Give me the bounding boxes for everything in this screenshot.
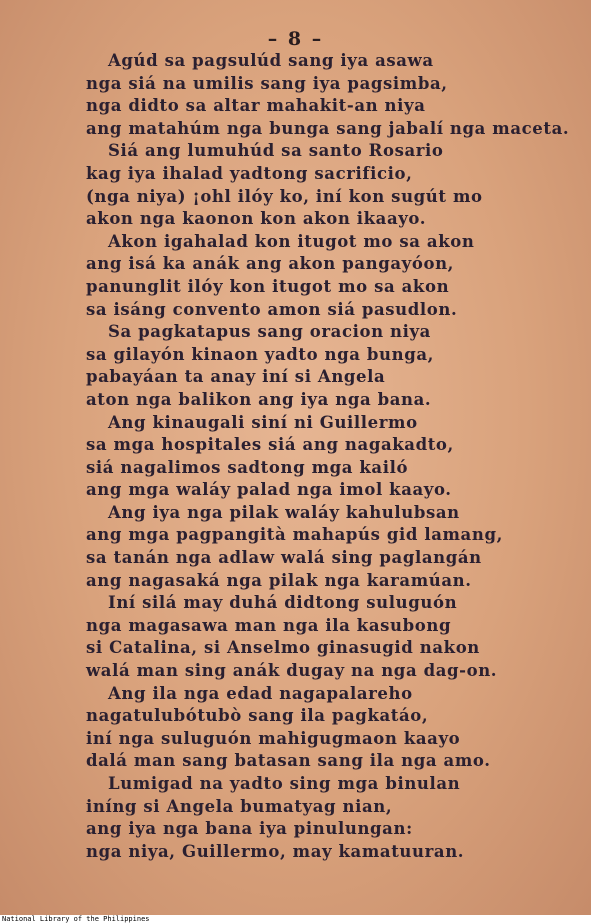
text-line: Siá ang lumuhúd sa santo Rosario — [108, 141, 444, 161]
text-line: iní nga suluguón mahigugmaon kaayo — [86, 728, 461, 748]
poem-text — [86, 50, 570, 863]
text-line: Iní silá may duhá didtong suluguón — [108, 593, 458, 613]
text-line: panunglit ilóy kon itugot mo sa akon — [86, 276, 450, 296]
text-line: Ang iya nga pilak waláy kahulubsan — [108, 502, 460, 522]
text-line: aton nga balikon ang iya nga bana. — [86, 389, 432, 409]
text-line: ang nagasaká nga pilak nga karamúan. — [86, 570, 472, 590]
text-line: akon nga kaonon kon akon ikaayo. — [86, 209, 427, 229]
text-line: siá nagalimos sadtong mga kailó — [86, 457, 409, 477]
text-line: sa mga hospitales siá ang nagakadto, — [86, 435, 454, 455]
text-line: pabayáan ta anay iní si Angela — [86, 367, 386, 387]
text-line: walá man sing anák dugay na nga dag-on. — [86, 661, 498, 681]
text-line: (nga niya) ¡ohl ilóy ko, iní kon sugút mo — [86, 186, 483, 206]
page-number: – 8 – — [267, 28, 324, 50]
text-line: Lumigad na yadto sing mga binulan — [108, 774, 461, 793]
text-line: Agúd sa pagsulúd sang iya asawa — [108, 51, 434, 70]
text-line: sa gilayón kinaon yadto nga bunga, — [86, 344, 435, 364]
text-line: Akon igahalad kon itugot mo sa akon — [108, 231, 475, 251]
text-line: ang mga pagpangità mahapús gid lamang, — [86, 525, 503, 545]
text-line: kag iya ihalad yadtong sacrificio, — [86, 163, 413, 183]
library-credit: National Library of the Philippines — [0, 915, 591, 923]
text-line: nga magasawa man nga ila kasubong — [86, 615, 452, 635]
text-line: sa tanán nga adlaw walá sing paglangán — [86, 548, 482, 568]
text-line: ang matahúm nga bunga sang jabalí nga maceta. — [86, 118, 570, 138]
text-line: ang isá ka anák ang akon pangayóon, — [86, 254, 455, 274]
text-line: nga didto sa altar mahakit-an niya — [86, 96, 426, 116]
text-line: iníng si Angela bumatyag nian, — [86, 796, 393, 816]
text-line: nagatulubótubò sang ila pagkatáo, — [86, 706, 429, 726]
text-line: nga siá na umilis sang iya pagsimba, — [86, 73, 448, 93]
text-line: sa isáng convento amon siá pasudlon. — [86, 299, 458, 319]
text-line: dalá man sang batasan sang ila nga amo. — [86, 751, 491, 771]
text-line: si Catalina, si Anselmo ginasugid nakon — [86, 638, 480, 658]
text-line: Ang kinaugali siní ni Guillermo — [108, 412, 418, 432]
text-line: Ang ila nga edad nagapalareho — [108, 683, 413, 703]
text-line: Sa pagkatapus sang oracion niya — [108, 322, 431, 342]
text-line: ang iya nga bana iya pinulungan: — [86, 819, 413, 839]
text-line: nga niya, Guillermo, may kamatuuran. — [86, 841, 465, 861]
text-line: ang mga waláy palad nga imol kaayo. — [86, 480, 452, 500]
